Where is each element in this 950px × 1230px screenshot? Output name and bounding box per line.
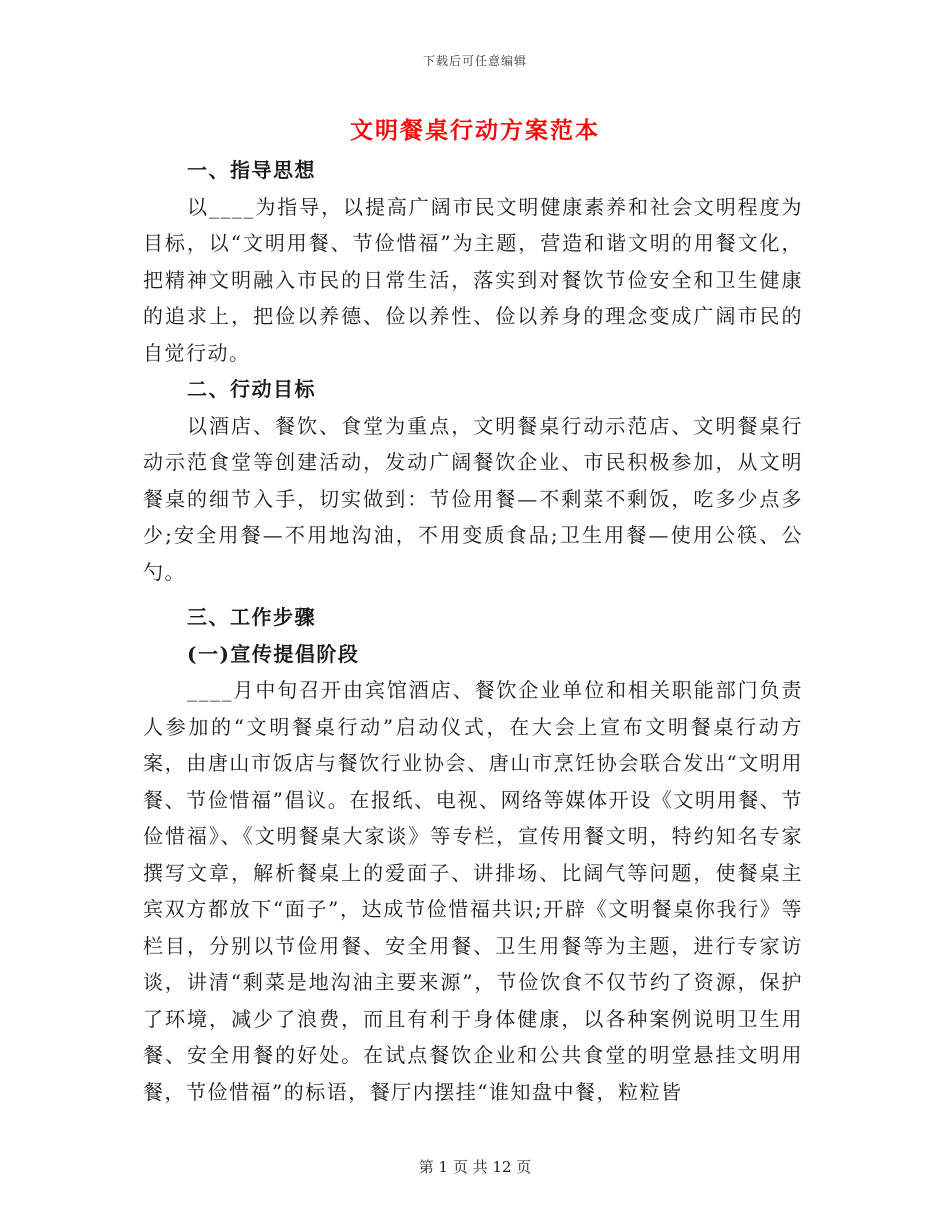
section-heading-work-steps: 三、工作步骤: [187, 605, 316, 629]
section-heading-guiding-thought: 一、指导思想: [187, 158, 316, 182]
document-title: 文明餐桌行动方案范本: [350, 117, 600, 144]
subsection-heading-promotion-stage: (一)宣传提倡阶段: [187, 641, 360, 666]
header-note: 下载后可任意编辑: [422, 54, 527, 68]
section-paragraph-action-goals: 以酒店、餐饮、食堂为重点，文明餐桌行动示范店、文明餐桌行动示范食堂等创建活动，发动广阔餐饮企业、市民积极参加，从文明餐桌的细节入手，切实做到：节俭用餐—不剩菜不剩饭，吃多少点多少;安全用餐—不用地沟油，不用变质食品;卫生用餐—使用公筷、公勺。: [143, 413, 803, 584]
document-body: [143, 152, 803, 1110]
subsection-paragraph-promotion-stage: ____月中旬召开由宾馆酒店、餐饮企业单位和相关职能部门负责人参加的“文明餐桌行动”启动仪式，在大会上宣布文明餐桌行动方案，由唐山市饭店与餐饮行业协会、唐山市烹饪协会联合发出“文明用餐、节俭惜福”倡议。在报纸、电视、网络等媒体开设《文明用餐、节俭惜福》、《文明餐桌大家谈》等专栏，宣传用餐文明，特约知名专家撰写文章，解析餐桌上的爱面子、讲排场、比阔气等问题，使餐桌主宾双方都放下“面子”，达成节俭惜福共识;开辟《文明餐桌你我行》等栏目，分别以节俭用餐、安全用餐、卫生用餐等为主题，进行专家访谈，讲清“剩菜是地沟油主要来源”，节俭饮食不仅节约了资源，保护了环境，减少了浪费，而且有利于身体健康，以各种案例说明卫生用餐、安全用餐的好处。在试点餐饮企业和公共食堂的明堂悬挂文明用餐，节俭惜福”的标语，餐厅内摆挂“谁知盘中餐，粒粒皆: [143, 678, 803, 1104]
page-footer: 第 1 页 共 12 页: [418, 1158, 532, 1176]
section-paragraph-guiding-thought: 以____为指导，以提高广阔市民文明健康素养和社会文明程度为目标，以“文明用餐、节俭惜福”为主题，营造和谐文明的用餐文化，把精神文明融入市民的日常生活，落实到对餐饮节俭安全和卫生健康的追求上，把俭以养德、俭以养性、俭以养身的理念变成广阔市民的自觉行动。: [143, 194, 803, 365]
section-heading-action-goals: 二、行动目标: [187, 377, 316, 401]
